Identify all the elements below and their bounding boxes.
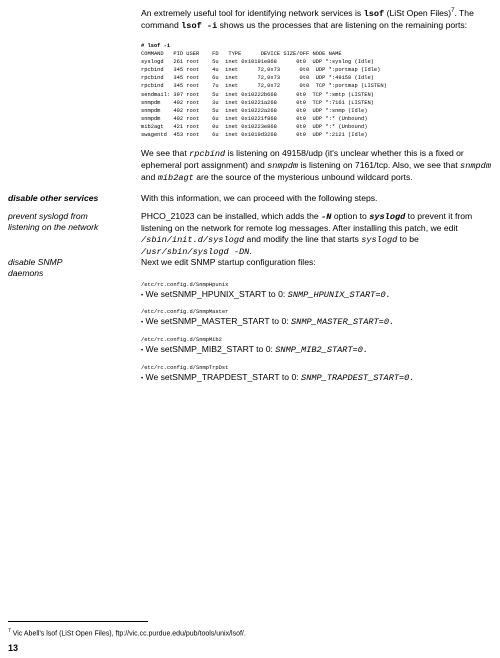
lsof-command: lsof [363,8,385,19]
config-file-path: /etc/rc.config.d/SnmpMaster [141,309,229,315]
listing-header: COMMAND PID USER FD TYPE DEVICE SIZE/OFF NODE NAME [141,51,342,58]
listing-row: snmpdm 402 root 5u inet 0x10222a268 0t0 UDP *:snmp (Idle) [141,107,368,114]
intro-text-2: (LiSt Open Files) [384,7,452,18]
footnote-divider [8,621,148,622]
rpcbind-paragraph [141,148,491,184]
syslogd-command: syslogd [369,212,406,222]
instruction-text: We setSNMP_HPUNIX_START to 0: [143,289,288,299]
listing-row: rpcbind 345 root 4u inet 72,0x73 0t0 UDP *:portmap (Idle) [141,67,381,74]
instruction-code: SNMP_HPUNIX_START=0. [287,290,391,300]
config-file-path: /etc/rc.config.d/SnmpTrpDst [141,365,229,371]
para2-text-2: is listening on 49158/udp (it's unclear whether this is a fixed or ephemeral port assignment) and [141,148,464,170]
config-instruction [141,316,394,329]
intro-text-4: shows us the processes that are listening on the remaining ports: [217,19,468,30]
syslogd-new-line: /usr/sbin/syslogd -DN [141,247,250,257]
snmpdm-name-2: snmpdm [460,161,491,171]
intro-paragraph [141,6,491,32]
footnote-ref: 7 [451,8,455,14]
config-file-path: /etc/rc.config.d/SnmpMib2 [141,337,222,343]
snmp-config-item [141,308,394,329]
footnote-number: 7 [8,628,11,634]
config-instruction [141,344,368,357]
instruction-code: SNMP_MIB2_START=0. [275,345,369,355]
config-file-path: /etc/rc.config.d/SnmpHpunix [141,282,229,288]
snmpdm-name: snmpdm [267,161,299,171]
lsof-i-command: lsof -i [181,20,218,31]
side-label-disable-other: disable other services [8,193,99,203]
para2-text-3: is listening on 7161/tcp. Also, we see that [298,160,461,170]
syslogd-text-1: PHCO_21023 can be installed, which adds the [141,211,322,221]
side-label-prevent-syslogd: prevent syslogd from listening on the network [8,211,99,232]
lsof-listing [141,42,387,139]
instruction-text: We setSNMP_TRAPDEST_START to 0: [143,372,302,382]
bullet-icon: • [141,348,144,354]
snmp-config-item [141,336,368,357]
snmp-config-item [141,281,391,302]
instruction-text: We setSNMP_MASTER_START to 0: [143,316,291,326]
disable-snmp-text: Next we edit SNMP startup configuration files: [141,257,316,267]
side-label-disable-snmp: disable SNMP daemons [8,257,63,278]
listing-row: rpcbind 345 root 6u inet 72,0x73 0t0 UDP *:49158 (Idle) [141,75,374,82]
syslogd-init-file: /sbin/init.d/syslogd [141,235,245,245]
syslogd-text-4: and modify the line that starts [244,234,362,244]
intro-text-1: An extremely useful tool for identifying network services is [141,7,364,18]
rpcbind-name: rpcbind [189,149,226,159]
config-instruction [141,372,415,385]
syslogd-text-3: to prevent it from listening on the network for remote log messages. After installing this patch, we edit [141,211,473,233]
listing-row: sendmail: 397 root 5u inet 0x10222b668 0t0 TCP *:smtp (LISTEN) [141,91,374,98]
listing-row: mib2agt 421 root 0u inet 0x10223e868 0t0 UDP *:* (Unbound) [141,123,368,130]
instruction-text: We setSNMP_MIB2_START to 0: [143,344,276,354]
syslogd-text-5: to be [397,234,419,244]
footnote [8,627,246,638]
para2-text-5: are the source of the mysterious unbound wildcard ports. [193,172,413,182]
instruction-code: SNMP_TRAPDEST_START=0. [301,373,415,383]
listing-row: swagentd 453 root 6u inet 0x1019d3268 0t0 UDP *:2121 (Idle) [141,132,368,139]
intro-text-3: . The command [141,7,474,30]
para2-text-4: and [141,172,158,182]
disable-other-text: With this information, we can proceed with the following steps. [141,193,378,203]
config-instruction [141,289,391,302]
syslogd-text-6: . [249,246,252,256]
para2-text-1: We see that [141,148,190,158]
instruction-code: SNMP_MASTER_START=0. [291,317,395,327]
syslogd-option: -N [321,212,332,222]
listing-row: syslogd 261 root 5u inet 0x10191e868 0t0 UDP *:syslog (Idle) [141,59,374,66]
listing-command: # lsof -i [141,43,171,49]
syslogd-text-2: option to [331,211,370,221]
listing-row: snmpdm 402 root 6u inet 0x10221f868 0t0 UDP *:* (Unbound) [141,115,368,122]
syslogd-command-2: syslogd [361,235,398,245]
listing-row: rpcbind 345 root 7u inet 72,0x72 0t0 TCP *:portmap (LISTEN) [141,83,387,90]
bullet-icon: • [141,320,144,326]
bullet-icon: • [141,376,144,382]
mib2agt-name: mib2agt [157,173,194,183]
footnote-text: Vic Abell's lsof (LiSt Open Files), ftp://vic.cc.purdue.edu/pub/tools/unix/lsof/. [10,630,246,638]
listing-row: snmpdm 402 root 3u inet 0x10221a268 0t0 TCP *:7161 (LISTEN) [141,99,374,106]
snmp-config-item [141,364,415,385]
page-number: 13 [8,643,19,653]
bullet-icon: • [141,293,144,299]
prevent-syslogd-paragraph [141,211,493,258]
